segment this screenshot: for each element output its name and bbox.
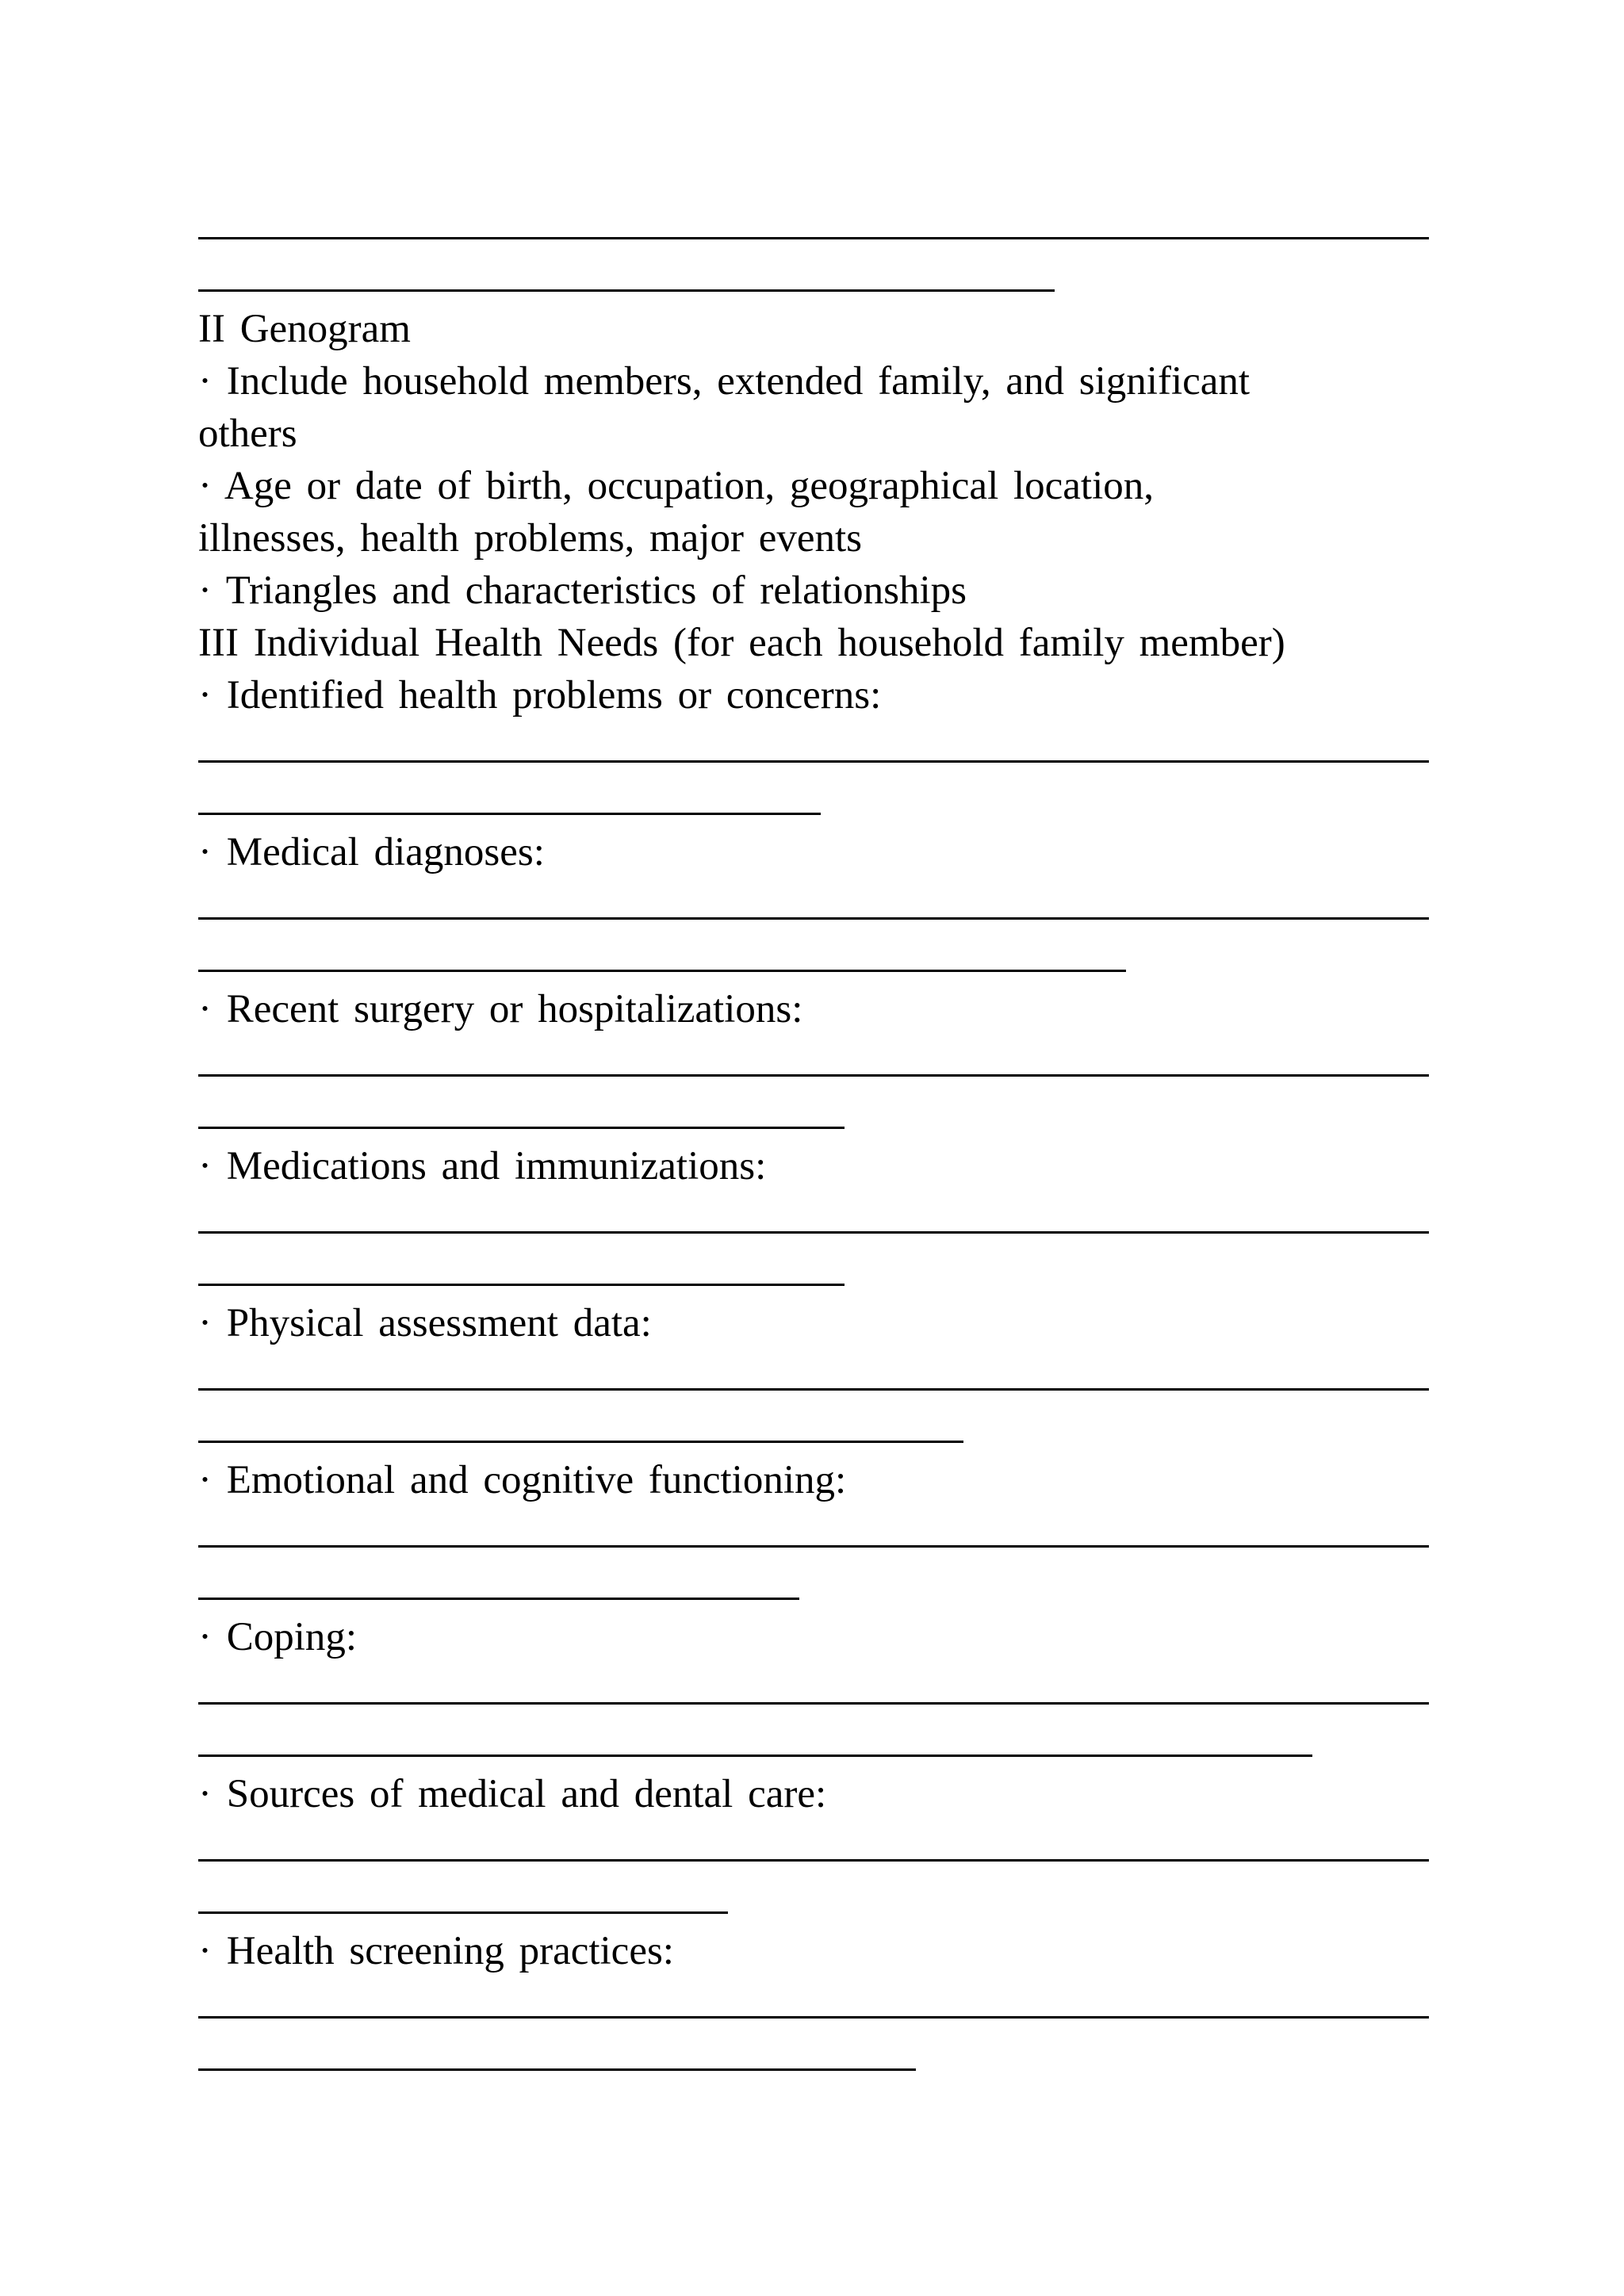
genogram-bullet-continued: others	[198, 411, 297, 456]
field-label-health-screening: · Health screening practices:	[198, 1929, 674, 1973]
answer-rule	[198, 2016, 1429, 2019]
answer-line	[198, 1245, 1435, 1297]
field-label-recent-surgery: · Recent surgery or hospitalizations:	[198, 987, 803, 1031]
answer-line	[198, 931, 1435, 983]
answer-rule	[198, 760, 1429, 763]
answer-rule	[198, 1231, 1429, 1234]
answer-rule	[198, 1074, 1429, 1077]
answer-rule	[198, 917, 1429, 920]
field-label-emotional-cognitive: · Emotional and cognitive functioning:	[198, 1458, 847, 1502]
field-label-coping: · Coping:	[198, 1615, 358, 1659]
answer-line	[198, 1559, 1435, 1611]
answer-rule	[198, 1545, 1429, 1548]
answer-rule	[198, 1441, 963, 1443]
field-label-sources-of-care: · Sources of medical and dental care:	[198, 1772, 827, 1816]
answer-line	[198, 2030, 1435, 2082]
answer-rule	[198, 1911, 728, 1914]
answer-line	[198, 721, 1435, 774]
answer-line	[198, 1716, 1435, 1768]
answer-rule	[198, 813, 821, 815]
field-label-health-problems: · Identified health problems or concerns:	[198, 673, 882, 718]
answer-line	[198, 1506, 1435, 1559]
answer-rule	[198, 1127, 845, 1129]
answer-rule	[198, 1284, 845, 1286]
genogram-bullet: · Include household members, extended family, and significant	[198, 359, 1251, 404]
answer-line	[198, 1349, 1435, 1402]
answer-rule	[198, 1859, 1429, 1862]
answer-line	[198, 198, 1435, 251]
field-label-medical-diagnoses: · Medical diagnoses:	[198, 830, 545, 874]
answer-line	[198, 1088, 1435, 1140]
answer-line	[198, 1192, 1435, 1245]
answer-line	[198, 1873, 1435, 1925]
section-heading-genogram: II Genogram	[198, 307, 411, 351]
answer-rule	[198, 1755, 1312, 1757]
answer-line	[198, 1402, 1435, 1454]
answer-line	[198, 1035, 1435, 1088]
answer-line	[198, 1977, 1435, 2030]
genogram-bullet-continued: illnesses, health problems, major events	[198, 516, 862, 561]
answer-line	[198, 878, 1435, 931]
answer-line	[198, 1663, 1435, 1716]
field-label-physical-assessment: · Physical assessment data:	[198, 1301, 652, 1345]
form-content	[198, 198, 1435, 2082]
answer-rule	[198, 970, 1126, 972]
section-heading-individual-health-needs: III Individual Health Needs (for each household family member)	[198, 621, 1285, 665]
genogram-bullet: · Age or date of birth, occupation, geographical location,	[198, 464, 1155, 508]
answer-rule	[198, 1598, 799, 1600]
answer-rule	[198, 237, 1429, 239]
answer-rule	[198, 289, 1055, 292]
answer-line	[198, 251, 1435, 303]
field-label-medications: · Medications and immunizations:	[198, 1144, 767, 1188]
answer-rule	[198, 1388, 1429, 1391]
answer-rule	[198, 2068, 916, 2071]
answer-line	[198, 1820, 1435, 1873]
answer-line	[198, 774, 1435, 826]
answer-rule	[198, 1702, 1429, 1705]
genogram-bullet: · Triangles and characteristics of relationships	[198, 568, 967, 613]
